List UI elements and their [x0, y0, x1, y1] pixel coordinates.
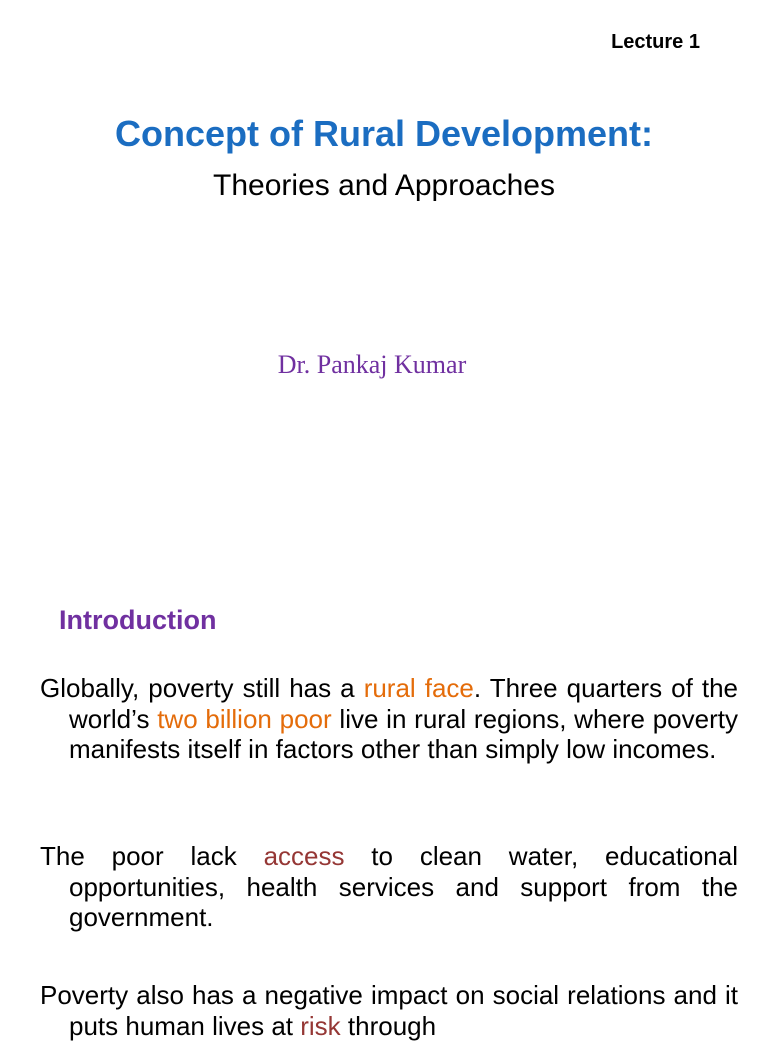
paragraph-social-impact	[40, 980, 738, 1041]
highlight-access: access	[263, 841, 345, 871]
slide-title: Concept of Rural Development:	[114, 113, 654, 154]
paragraph-text: . Three quarters of the world’s	[69, 673, 738, 734]
paragraph-text: through	[340, 1010, 437, 1041]
paragraph-text: to clean water, educational opportunities, health services and support from the government.	[69, 841, 738, 932]
highlight-rural-face: rural face	[363, 673, 474, 703]
paragraph-text: live in rural regions, where poverty manifests itself in factors other than simply low incomes.	[69, 703, 738, 764]
paragraph-text: Poverty also has a negative impact on social relations and it puts human lives at	[40, 980, 738, 1041]
paragraph-text: The poor lack	[40, 841, 264, 871]
highlight-risk: risk	[300, 1010, 341, 1041]
slide-subtitle: Theories and Approaches	[213, 169, 555, 202]
paragraph-text: Globally, poverty still has a	[40, 673, 364, 703]
highlight-two-billion-poor: two billion poor	[157, 703, 332, 734]
author-name: Dr. Pankaj Kumar	[277, 350, 467, 379]
section-heading: Introduction	[59, 605, 217, 635]
paragraph-access	[40, 841, 738, 933]
paragraph-rural-poverty	[40, 673, 738, 765]
lecture-label: Lecture 1	[611, 31, 700, 53]
